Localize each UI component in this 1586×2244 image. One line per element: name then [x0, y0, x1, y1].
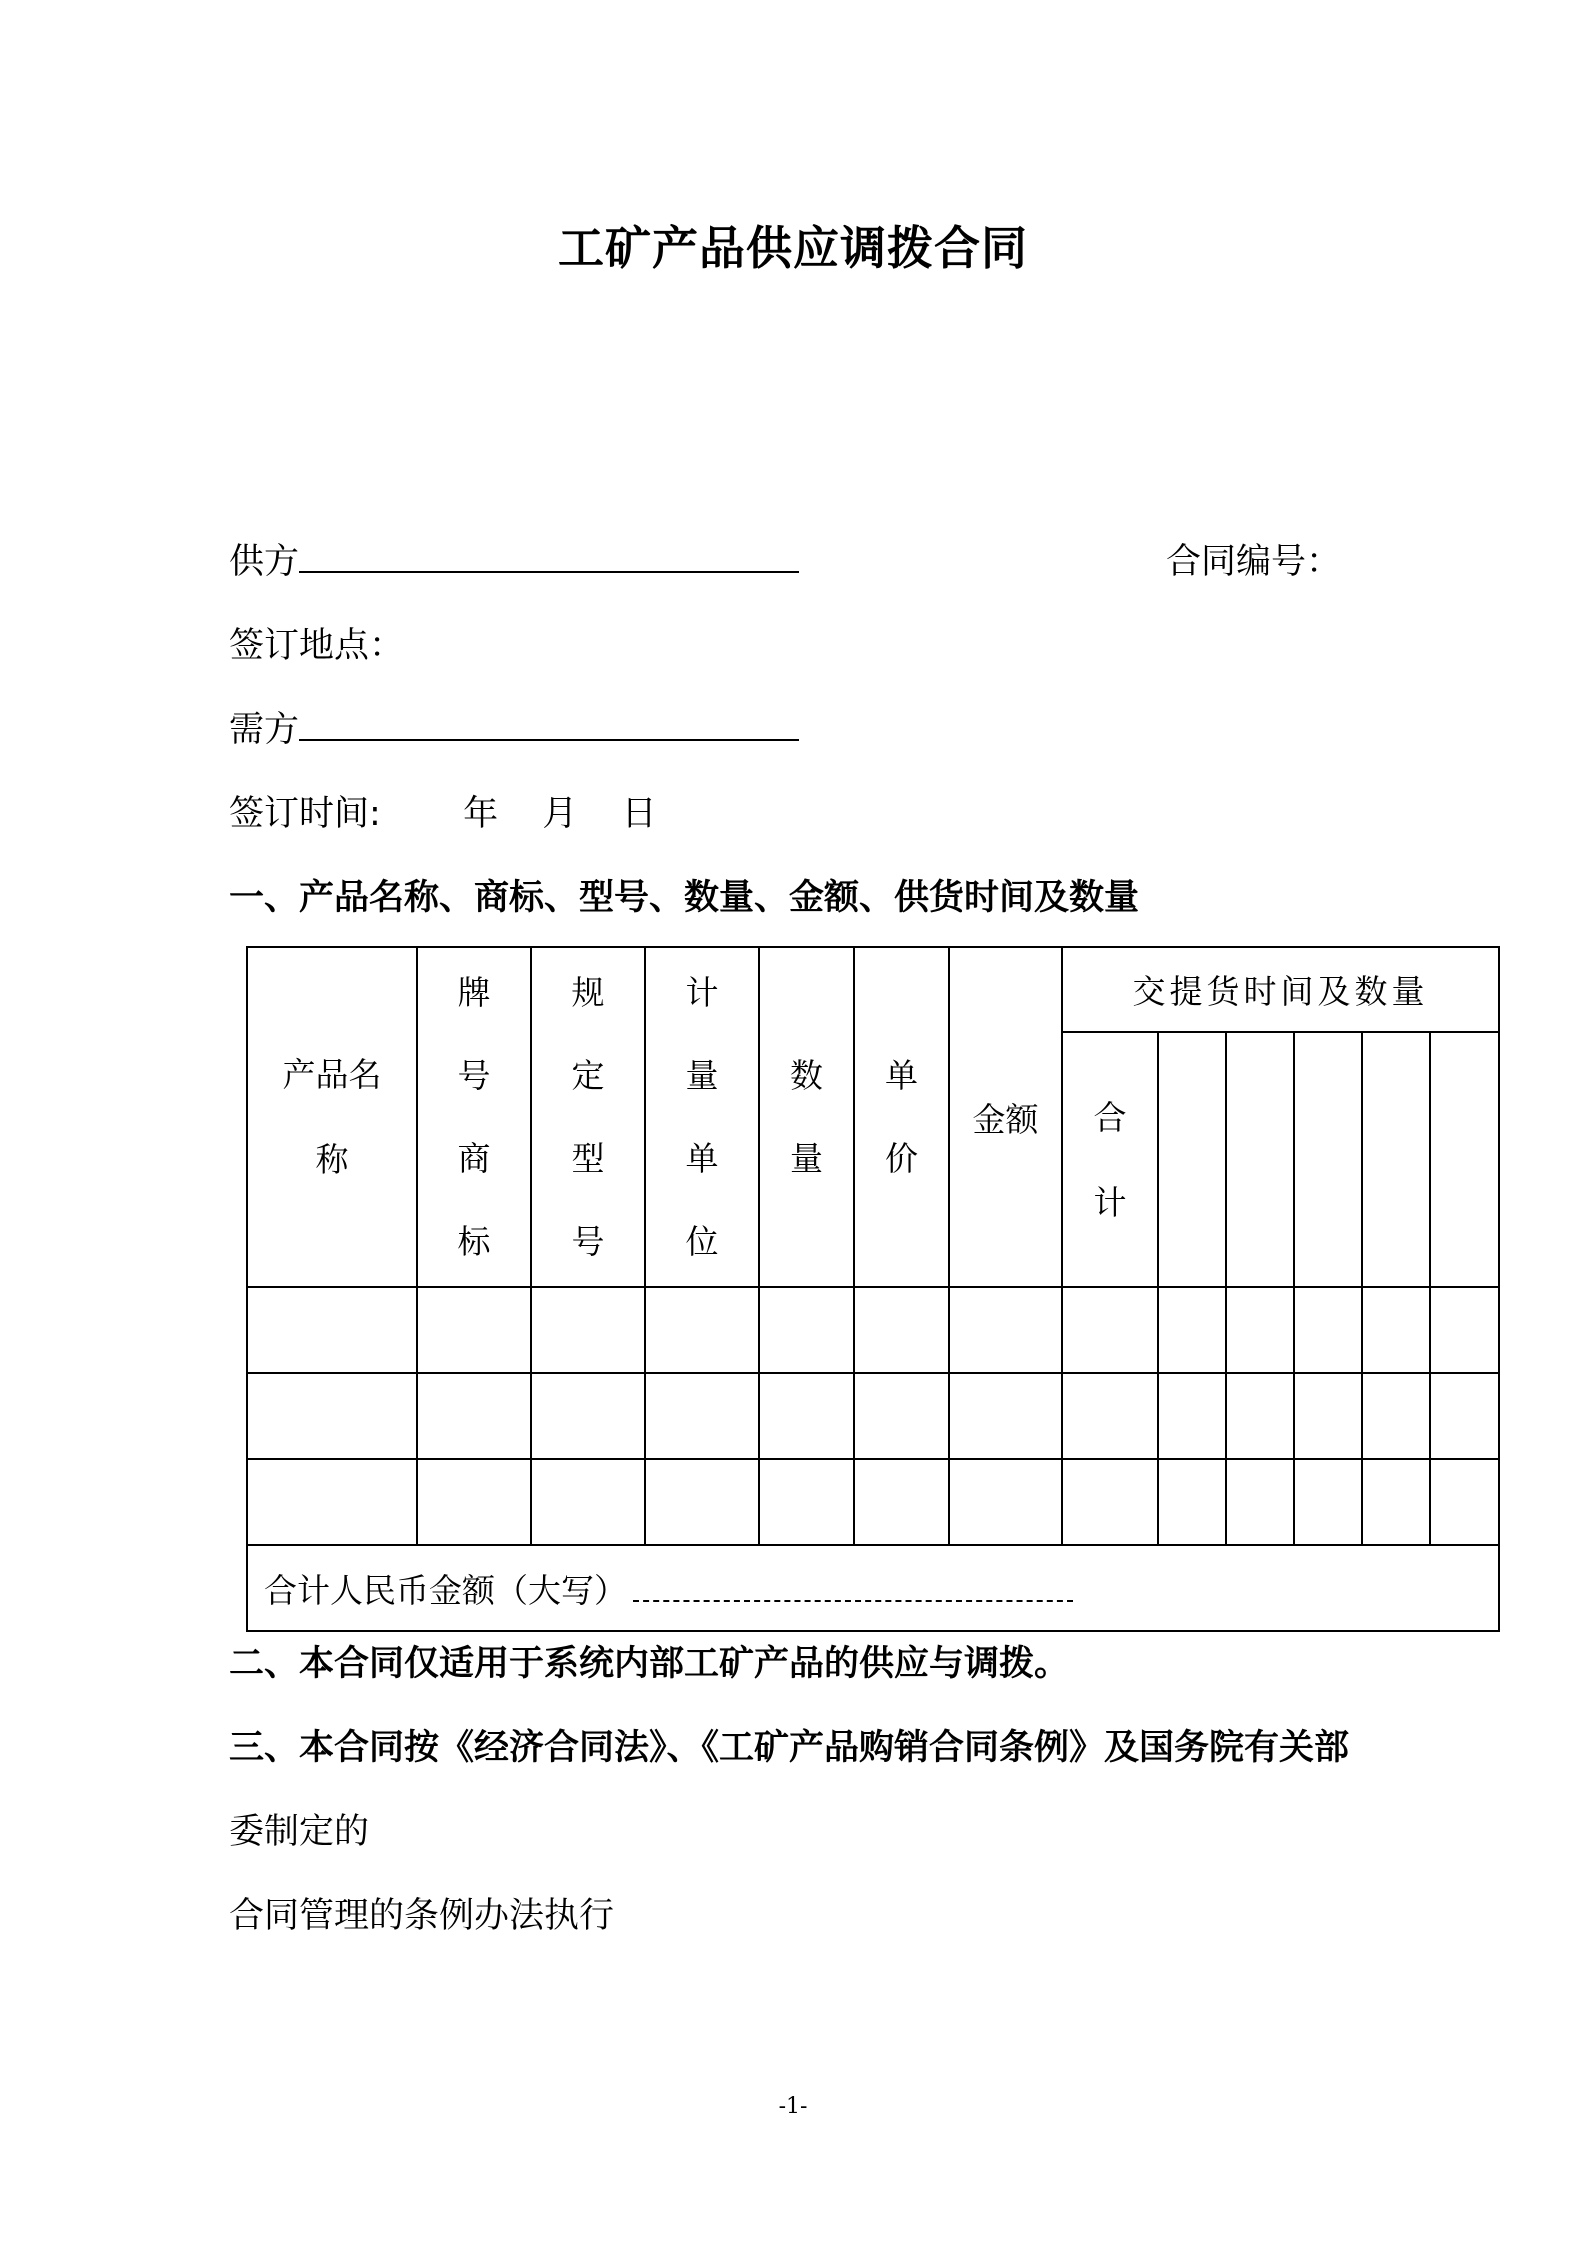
- header-amount: 金额: [949, 947, 1062, 1287]
- table-cell[interactable]: [1294, 1373, 1362, 1459]
- table-cell[interactable]: [417, 1459, 531, 1545]
- table-cell[interactable]: [417, 1373, 531, 1459]
- header-delivery-slot: [1362, 1032, 1430, 1287]
- table-cell[interactable]: [1158, 1459, 1226, 1545]
- header-delivery: 交提货时间及数量: [1062, 947, 1499, 1032]
- total-amount-label: 合计人民币金额（大写）: [264, 1570, 627, 1610]
- table-cell[interactable]: [1430, 1287, 1499, 1373]
- table-cell[interactable]: [854, 1287, 949, 1373]
- table-cell[interactable]: [1226, 1459, 1294, 1545]
- table-cell[interactable]: [759, 1287, 854, 1373]
- contract-number-label: 合同编号：: [1166, 542, 1342, 582]
- header-brand: 牌 号 商 标: [417, 947, 531, 1287]
- table-row: [247, 1373, 1499, 1459]
- table-cell[interactable]: [645, 1373, 759, 1459]
- table-header-row: [247, 947, 1499, 1032]
- table-cell[interactable]: [759, 1373, 854, 1459]
- table-cell[interactable]: [1226, 1373, 1294, 1459]
- header-product-name: 产品名 称: [247, 947, 417, 1287]
- table-cell[interactable]: [1158, 1287, 1226, 1373]
- table-cell[interactable]: [531, 1459, 645, 1545]
- table-cell[interactable]: [1362, 1373, 1430, 1459]
- date-month: 月: [542, 794, 578, 834]
- table-cell[interactable]: [645, 1459, 759, 1545]
- sign-time-label: 签订时间:: [229, 794, 381, 834]
- supplier-label: 供方: [229, 542, 300, 582]
- table-cell[interactable]: [1362, 1287, 1430, 1373]
- table-cell[interactable]: [854, 1373, 949, 1459]
- total-amount-blank[interactable]: [633, 1600, 1073, 1602]
- table-row: [247, 1459, 1499, 1545]
- table-cell[interactable]: [1062, 1287, 1158, 1373]
- total-amount-cell[interactable]: [247, 1545, 1499, 1631]
- table-cell[interactable]: [531, 1287, 645, 1373]
- table-row: [247, 1287, 1499, 1373]
- table-cell[interactable]: [1294, 1287, 1362, 1373]
- table-cell[interactable]: [1062, 1459, 1158, 1545]
- table-cell[interactable]: [1158, 1373, 1226, 1459]
- table-cell[interactable]: [1430, 1373, 1499, 1459]
- section-1-heading: 一、产品名称、商标、型号、数量、金额、供货时间及数量: [229, 878, 1140, 918]
- header-unit: 计 量 单 位: [645, 947, 759, 1287]
- date-year: 年: [463, 794, 499, 834]
- buyer-blank[interactable]: [299, 739, 799, 741]
- table-cell[interactable]: [1226, 1287, 1294, 1373]
- section-3-text-line-2: 委制定的: [229, 1812, 370, 1852]
- table-cell[interactable]: [854, 1459, 949, 1545]
- header-quantity: 数 量: [759, 947, 854, 1287]
- page-number: -1-: [778, 2094, 808, 2119]
- table-cell[interactable]: [531, 1373, 645, 1459]
- table-cell[interactable]: [247, 1287, 417, 1373]
- table-cell[interactable]: [949, 1373, 1062, 1459]
- supplier-blank[interactable]: [299, 571, 799, 573]
- header-delivery-slot: [1226, 1032, 1294, 1287]
- table-cell[interactable]: [247, 1459, 417, 1545]
- table-cell[interactable]: [1430, 1459, 1499, 1545]
- header-total: 合 计: [1062, 1032, 1158, 1287]
- table-cell[interactable]: [645, 1287, 759, 1373]
- section-3-text-line-1: 三、本合同按《经济合同法》、《工矿产品购销合同条例》及国务院有关部: [229, 1728, 1350, 1768]
- sign-time-line: [229, 786, 657, 836]
- table-cell[interactable]: [1062, 1373, 1158, 1459]
- header-delivery-slot: [1294, 1032, 1362, 1287]
- section-2-text: 二、本合同仅适用于系统内部工矿产品的供应与调拨。: [229, 1644, 1070, 1684]
- total-amount-row: [247, 1545, 1499, 1631]
- table-cell[interactable]: [247, 1373, 417, 1459]
- product-table: [246, 946, 1500, 1632]
- date-day: 日: [621, 794, 657, 834]
- header-delivery-slot: [1430, 1032, 1499, 1287]
- section-3-text-line-3: 合同管理的条例办法执行: [229, 1896, 615, 1936]
- table-cell[interactable]: [1362, 1459, 1430, 1545]
- header-delivery-slot: [1158, 1032, 1226, 1287]
- table-cell[interactable]: [949, 1287, 1062, 1373]
- table-cell[interactable]: [949, 1459, 1062, 1545]
- header-unit-price: 单 价: [854, 947, 949, 1287]
- supplier-line: [229, 534, 799, 584]
- header-spec: 规 定 型 号: [531, 947, 645, 1287]
- sign-place-label: 签订地点：: [229, 626, 405, 666]
- buyer-line: [229, 702, 799, 752]
- table-cell[interactable]: [1294, 1459, 1362, 1545]
- document-title: 工矿产品供应调拨合同: [558, 221, 1028, 275]
- table-cell[interactable]: [759, 1459, 854, 1545]
- table-cell[interactable]: [417, 1287, 531, 1373]
- buyer-label: 需方: [229, 710, 300, 750]
